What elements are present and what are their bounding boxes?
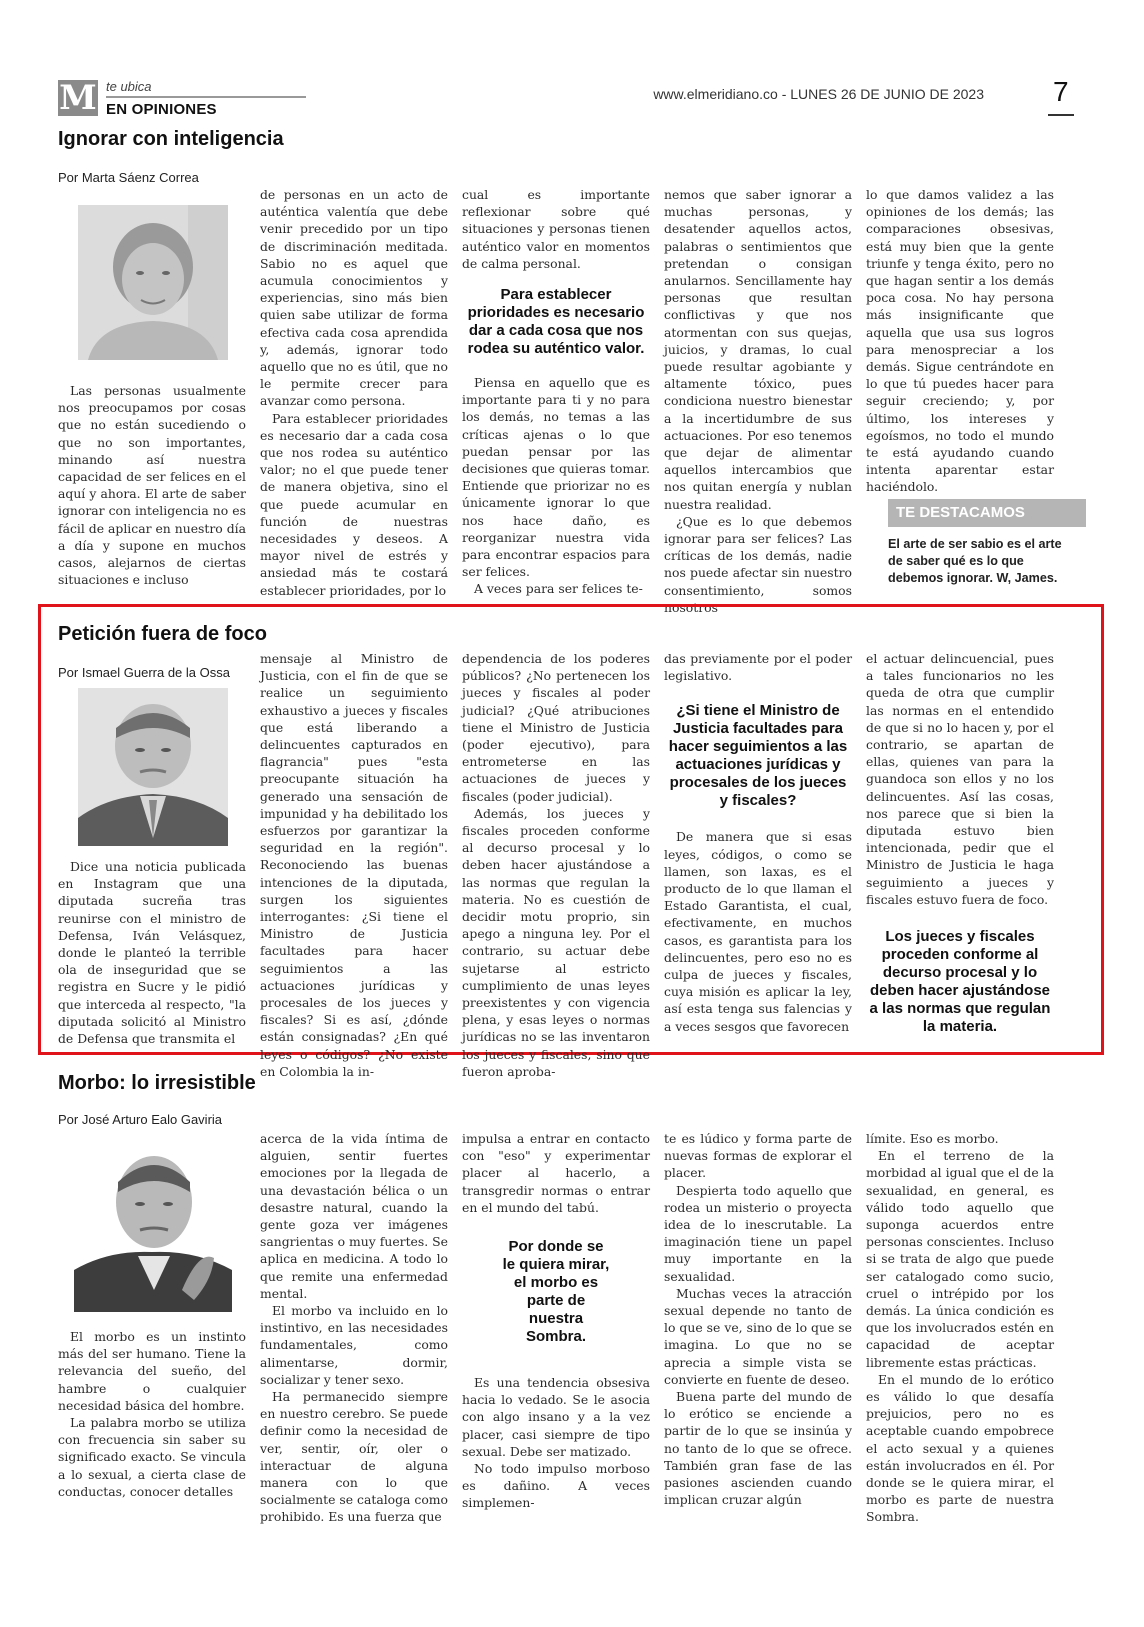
author-photo [78, 688, 228, 846]
paragraph: impulsa a entrar en contacto con "eso" y experimentar placer al hacerlo, a transgredir normas o entrar en el mundo del tabú. [462, 1131, 650, 1215]
paragraph: de personas en un acto de auténtica valentía que debe venir precedido por un tipo de discriminación meditada. Sabio no es aquel que acumula conocimientos y experiencias, sino más bien quien sabe utilizar de forma efectiva cada cosa aprendida y, además, ignorar todo aquello que no es útil, que no le permite crecer para avanzar como persona. [260, 187, 448, 409]
newspaper-logo: M [59, 78, 97, 118]
paragraph: mensaje al Ministro de Justicia, con el fin de que se realice un seguimiento exhaustivo a jueces y fiscales que está liberando a delincuentes capturados en flagrancia" pues "esta preocupante situación ha generado una sensación de impunidad y ha debilitado los esfuerzos por garantizar la seguridad en la región". Reconociendo las buenas intenciones de la diputada, surgen los siguientes interrogantes: ¿Si tiene el Ministro de Justicia facultades para hacer seguimientos a las actuaciones jurídicas y procesales de los jueces y fiscales? Si es así, ¿dónde están consignadas? ¿En qué leyes o códigos? ¿No existe en Colombia la in- [260, 651, 448, 1079]
article-byline: Por José Arturo Ealo Gaviria [58, 1112, 223, 1127]
article-column [462, 1130, 650, 1518]
paragraph: No todo impulso morboso es dañino. A veces simplemen- [462, 1461, 650, 1511]
article-column [866, 650, 1054, 1038]
article-column [664, 186, 852, 615]
highlight-tag: TE DESTACAMOS [888, 499, 1086, 527]
article-column [462, 186, 650, 597]
article-title: Petición fuera de foco [58, 623, 267, 645]
paragraph: lo que damos validez a las opiniones de los demás; las comparaciones obsesivas, está muy bien que la gente triunfe y tenga éxito, pero no que hagan sentir a los demás poca cosa. No hay persona más insignificante que aquella que usa sus logros para menospreciar a los demás. Sigue centrándote en lo que tú puedes hacer para seguir creciendo; y, por último, los intereses y egoísmos, no todo el mundo te está ayudando cuando intenta aparentar estar haciéndolo. [866, 187, 1054, 495]
article-column [58, 858, 246, 1047]
article-column [462, 650, 650, 1079]
paragraph: Además, los jueces y fiscales proceden conforme al decurso procesal y lo deben hacer ajustándose a las normas que regulan la materia. No es cuestión de decidir motu proprio, sin apego a ninguna ley. Por el contrario, su actuar debe sujetarse al estricto cumplimiento de unas leyes preexistentes y con vigencia plena, y esas leyes o normas jurídicas no se las inventaron los jueces y fiscales, sino que fueron aproba- [462, 805, 650, 1079]
paragraph: Buena parte del mundo de lo erótico se enciende a partir de lo que se insinúa y no tanto de lo que se ofrece. También gran fase de las pasiones ascienden cuando implican cruzar algún [664, 1389, 852, 1508]
article-column [866, 1130, 1054, 1525]
paragraph: El morbo va incluido en lo instintivo, en las necesidades fundamentales, como alimentarse, dormir, socializar y tener sexo. [260, 1303, 448, 1387]
paragraph: te es lúdico y forma parte de nuevas formas de explorar el placer. [664, 1131, 852, 1181]
article-byline: Por Marta Sáenz Correa [58, 170, 199, 185]
paragraph: En el mundo de lo erótico es válido lo que desafía prejuicios, pero no es aceptable cuando empobrece el acto sexual y a quienes están involucrados en él. Por donde se le quiera mirar, el morbo es parte de nuestra Sombra. [866, 1371, 1054, 1525]
paragraph: límite. Eso es morbo. [866, 1131, 999, 1146]
article-title: Morbo: lo irresistible [58, 1072, 256, 1094]
article-column [664, 1130, 852, 1518]
section-name: EN OPINIONES [106, 101, 217, 118]
header-divider [106, 96, 306, 98]
paragraph: Las personas usualmente nos preocupamos por cosas que no están sucediendo o que no son importantes, minando así nuestra capacidad de ser felices en el aquí y ahora. El arte de saber ignorar con inteligencia no es fácil de aplicar en nuestro día a día y supone en muchos casos, alejarnos de ciertas situaciones e incluso [58, 383, 246, 588]
article-title: Ignorar con inteligencia [58, 128, 284, 150]
article-column [260, 650, 448, 1079]
header-date-url: www.elmeridiano.co - LUNES 26 DE JUNIO DE 2023 [653, 86, 984, 102]
author-photo [74, 1140, 232, 1312]
article-column [58, 1328, 246, 1518]
article-column [866, 186, 1054, 495]
paragraph: ¿Que es lo que debemos ignorar para ser felices? Las críticas de los demás, nadie nos puede afectar sin nuestro consentimiento, somos nosotros [664, 513, 852, 615]
article-column [58, 382, 246, 588]
paragraph: Despierta todo aquello que rodea un misterio o proyecta idea de lo inescrutable. La imaginación tiene un papel muy importante en la sexualidad. [664, 1182, 852, 1284]
pull-quote: Los jueces y fiscales proceden conforme al decurso procesal y lo deben hacer ajustándose a las normas que regulan la materia. [869, 928, 1051, 1036]
paragraph: En el terreno de la morbidad al igual que el de la sexualidad, en general, es válido todo aquello que suponga acuerdos entre personas conscientes. Incluso si se trata de algo que puede ser catalogado como sucio, cruel o intrépido por los demás. La única condición es que los involucrados estén en capacidad de aceptar libremente estas prácticas. [866, 1148, 1054, 1370]
page-number-underline [1048, 114, 1074, 116]
paragraph: Para establecer prioridades es necesario dar a cada cosa que nos rodea su auténtico valor; no el que puede tener de manera objetiva, sino el que puede acumular en función de nuestras necesidades y deseos. A mayor nivel de estrés y ansiedad más te costará establecer prioridades, por lo [260, 410, 448, 598]
article-column [664, 650, 852, 1038]
page-number: 7 [1053, 76, 1069, 107]
highlight-quote: El arte de ser sabio es el arte de saber qué es lo que debemos ignorar. W, James. [888, 537, 1062, 585]
paragraph: De manera que si esas leyes, códigos, o como se llamen, son laxas, es el producto de lo que llaman el Estado Garantista, el cual, efectivamente, en muchos casos, es garantista para los delincuentes, pero eso no es culpa de jueces y fiscales, cuya misión es aplicar la ley, así esta tenga sus falencias y a veces sesgos que favorecen [664, 829, 852, 1034]
paragraph: nemos que saber ignorar a muchas personas, y desatender aquellos actos, palabras o sentimientos que pretendan o consigan anularnos. Sencillamente hay personas que resultan conflictivas y que nos atormentan con sus quejas, juicios, y dramas, lo cual puede resultar agobiante y altamente tóxico, pues condiciona nuestro bienestar a la incertidumbre de sus actuaciones. Por eso tenemos que dejar de alimentar aquellos intercambios que nos quitan energía y nublan nuestra realidad. [664, 187, 852, 512]
article-byline: Por Ismael Guerra de la Ossa [58, 665, 230, 680]
brand-tagline: te ubica [106, 79, 152, 94]
paragraph: dependencia de los poderes públicos? ¿No pertenecen los jueces y fiscales al poder judicial? ¿Qué atribuciones tiene el Ministro de Justicia (poder ejecutivo), para entrometerse en las actuaciones de jueces y fiscales (poder judicial). [462, 651, 650, 804]
paragraph: Es una tendencia obsesiva hacia lo vedado. Se le asocia con algo insano y a la vez placer, casi siempre de tipo sexual. Debe ser matizado. [462, 1375, 650, 1459]
article-column [260, 186, 448, 598]
paragraph: Dice una noticia publicada en Instagram que una diputada sucreña tras reunirse con el ministro de Defensa, Iván Velásquez, donde le planteó la terrible ola de inseguridad que se registra en Sucre y le pidió que interceda al respecto, "la diputada solicitó al Ministro de Defensa que transmita el [58, 859, 246, 1047]
paragraph: acerca de la vida íntima de alguien, sentir fuertes emociones por la llegada de una devastación bélica o un desastre natural, cuando la gente goza ver imágenes sangrientas o muy fuertes. Se aplica en medicina. A todo lo que remite una enfermedad mental. [260, 1131, 448, 1301]
paragraph: Piensa en aquello que es importante para ti y no para los demás, no temas a las críticas ajenas o lo que puedan pensar por las decisiones que quieras tomar. Entiende que priorizar no es únicamente ignorar lo que nos hace daño, es reorganizar nuestra vida para encontrar espacios para ser felices. [462, 375, 650, 580]
paragraph: A veces para ser felices te- [474, 581, 643, 597]
pull-quote: Para establecer prioridades es necesario dar a cada cosa que nos rodea su auténtico valor. [467, 286, 645, 358]
paragraph: el actuar delincuencial, pues a tales funcionarios no les queda de otra que cumplir las normas en el entendido de que si no lo hacen y, por el contrario, se apartan de ellas, quienes van para la guandoca son ellos y no los delincuentes. Así las cosas, nos parece que si bien la diputada estuvo bien intencionada, pedir que el Ministro de Justicia le haga seguimiento a jueces y fiscales estuvo fuera de foco. [866, 651, 1054, 907]
paragraph: La palabra morbo se utiliza con frecuencia sin saber su significado exacto. Se vincula a lo sexual, a cierta clase de conductas, conocer detalles [58, 1415, 246, 1499]
pull-quote: Por donde se le quiera mirar, el morbo es parte de nuestra Sombra. [502, 1238, 610, 1346]
pull-quote: ¿Si tiene el Ministro de Justicia facultades para hacer seguimientos a las actuaciones jurídicas y procesales de los jueces y fiscales? [668, 702, 848, 810]
paragraph: El morbo es un instinto más del ser humano. Tiene la relevancia del sueño, del hambre o cualquier necesidad básica del hombre. [58, 1329, 246, 1413]
paragraph: cual es importante reflexionar sobre qué situaciones y personas tienen auténtico valor en momentos de calma personal. [462, 187, 650, 271]
paragraph: das previamente por el poder legislativo. [664, 651, 852, 684]
author-photo [78, 205, 228, 360]
paragraph: Ha permanecido siempre en nuestro cerebro. Se puede definir como la necesidad de ver, sentir, oír, oler o interactuar de alguna manera con lo que socialmente se cataloga como prohibido. Es una fuerza que [260, 1389, 448, 1525]
article-column [260, 1130, 448, 1525]
paragraph: Muchas veces la atracción sexual depende no tanto de lo que se ve, sino de lo que se imagina. Lo que no se aprecia a simple vista se convierte en fuente de deseo. [664, 1285, 852, 1387]
